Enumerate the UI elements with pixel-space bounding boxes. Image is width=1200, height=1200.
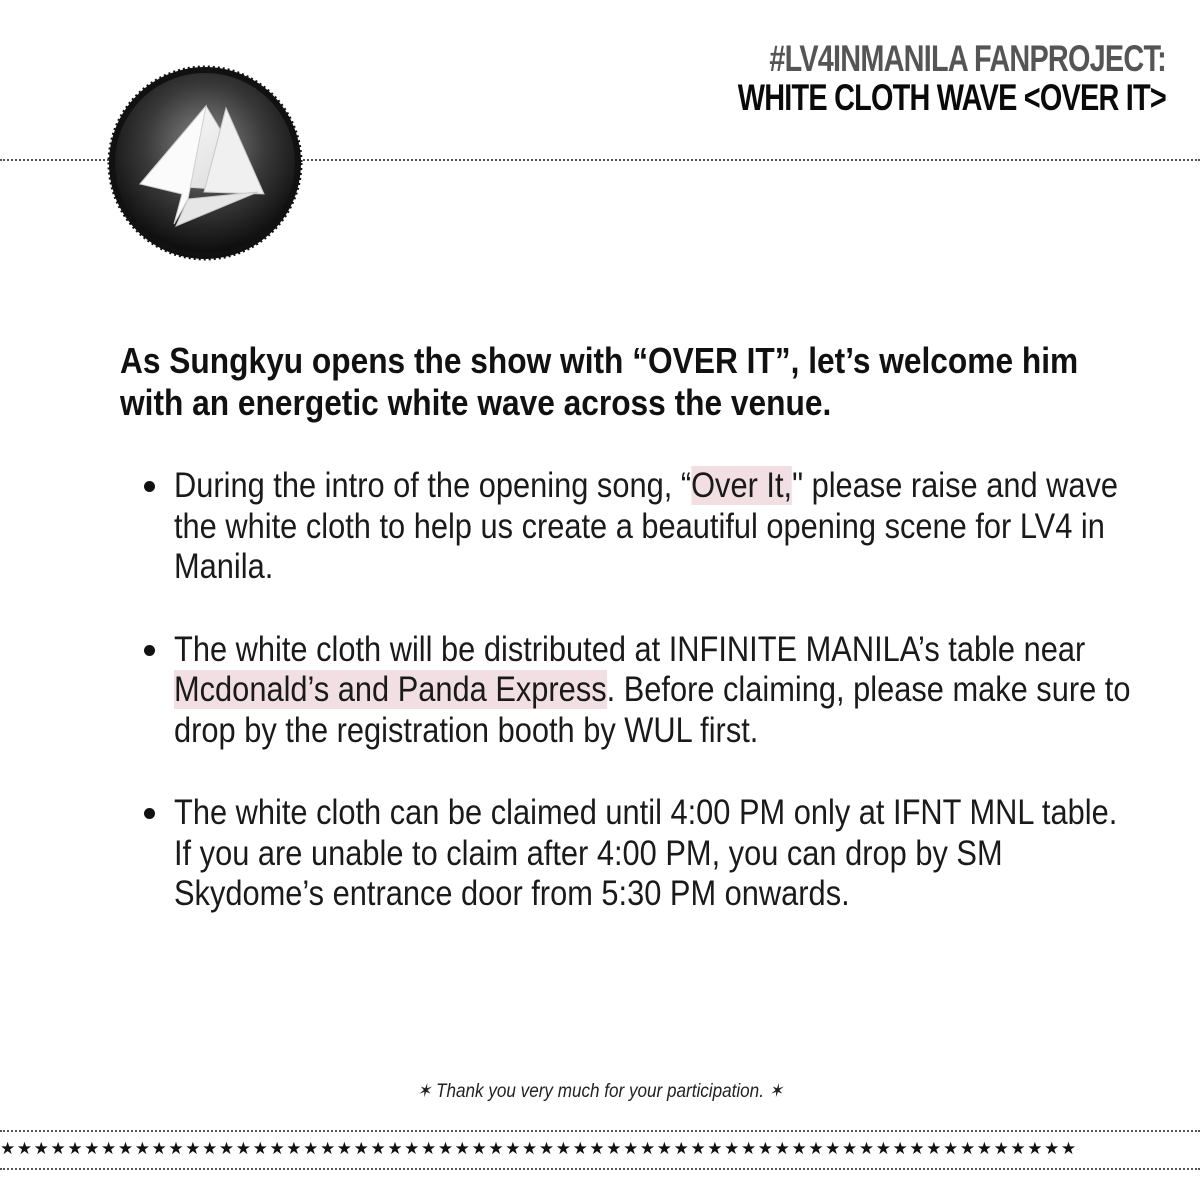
bullet-icon (144, 481, 155, 492)
white-cloth-icon (106, 64, 304, 262)
text-segment: . Before claiming, please make sure to drop by the registration booth by WUL first. (174, 670, 1131, 750)
list-item (120, 466, 1119, 588)
highlighted-text: Mcdonald’s and Panda Express (174, 670, 607, 709)
title-hashtag-line: #LV4INMANILA FANPROJECT: (769, 38, 1166, 79)
text-segment: The white cloth can be claimed until 4:00 PM only at IFNT MNL table. If you are unable to claim after 4:00 PM, you can drop by SM Skydome’s entrance door from 5:30 PM onwards. (174, 793, 1118, 913)
list-item-text (174, 466, 1133, 588)
emblem-badge (106, 64, 304, 262)
instruction-list (120, 466, 1131, 915)
thank-you-note: ✶ Thank you very much for your participation. ✶ (416, 1081, 784, 1102)
list-item (120, 793, 1118, 915)
star-row-decoration: ★★★★★★★★★★★★★★★★★★★★★★★★★★★★★★★★★★★★★★★★★★★★★★★★★★★★★★★★★★★★★★★★ (0, 1139, 1078, 1158)
highlighted-text: Over It, (691, 466, 793, 505)
page-title (738, 40, 1166, 118)
list-item-text (174, 793, 1133, 915)
text-segment: " please raise and wave the white cloth to help us create a beautiful opening scene for LV4 in Manila. (174, 466, 1119, 586)
list-item (120, 629, 1131, 752)
list-item-text (174, 630, 1133, 752)
main-content (120, 340, 1131, 957)
title-project-line: WHITE CLOTH WAVE <OVER IT> (737, 76, 1166, 118)
text-segment: During the intro of the opening song, “ (174, 466, 692, 505)
star-border (0, 1130, 1200, 1170)
text-segment: The white cloth will be distributed at INFINITE MANILA’s table near (174, 629, 1086, 669)
bullet-icon (144, 808, 155, 819)
lead-paragraph: As Sungkyu opens the show with “OVER IT”, let’s welcome him with an energetic white wave across the venue. (120, 340, 1079, 423)
bullet-icon (144, 645, 155, 656)
